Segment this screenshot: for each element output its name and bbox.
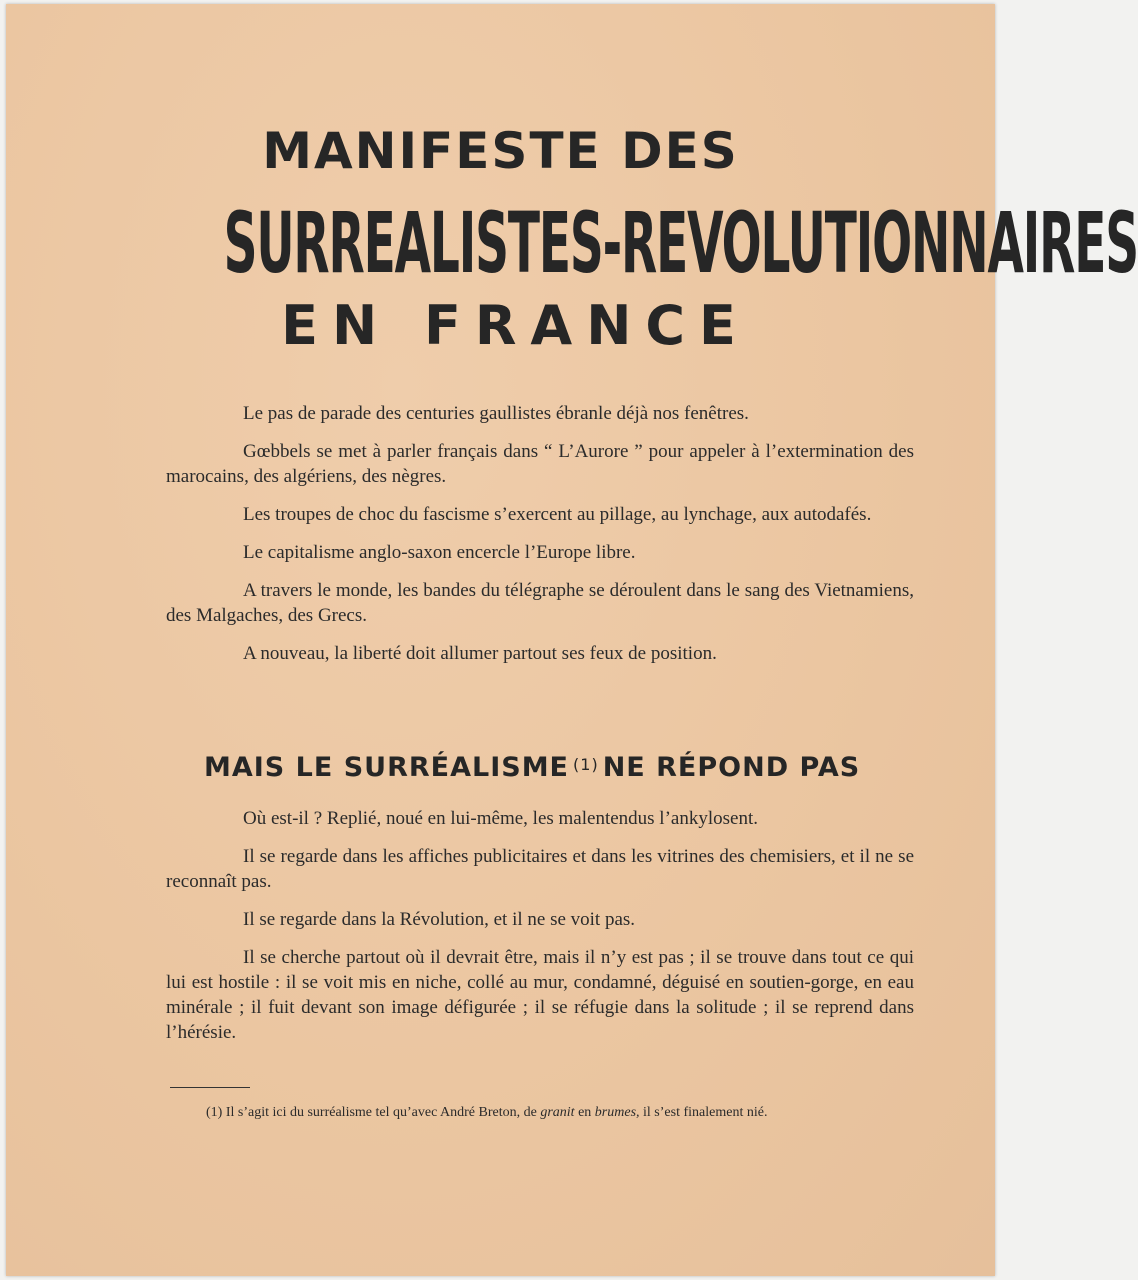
section-heading: [204, 752, 860, 783]
footnote-italic: granit: [540, 1105, 575, 1120]
footnote-text: il s’est finalement nié.: [639, 1105, 768, 1120]
footnote-reference: (1): [573, 755, 599, 774]
footnote-text: en: [574, 1105, 595, 1120]
footnote-text: (1) Il s’agit ici du surréalisme tel qu’avec André Breton, de: [206, 1105, 541, 1120]
intro-paragraph: A nouveau, la liberté doit allumer partout ses feux de position.: [243, 643, 717, 664]
footnote: [166, 1104, 914, 1121]
manifesto-page: [6, 4, 1138, 1276]
title-line-3: EN FRANCE: [281, 294, 750, 357]
main-section: [166, 806, 914, 1058]
section-paragraph: Où est-il ? Replié, noué en lui-même, les malentendus l’ankylosent.: [243, 808, 758, 829]
section-heading-text: MAIS LE SURRÉALISME: [204, 752, 570, 783]
section-heading-text: NE RÉPOND PAS: [602, 752, 861, 783]
footnote-divider: [170, 1087, 250, 1088]
section-paragraph: Il se regarde dans la Révolution, et il ne se voit pas.: [243, 909, 636, 930]
footnote-italic: brumes,: [594, 1105, 640, 1120]
section-paragraph: Il se regarde dans les affiches publicitaires et dans les vitrines des chemisiers, et il ne se reconnaît pas.: [166, 846, 914, 892]
intro-paragraph: A travers le monde, les bandes du télégraphe se déroulent dans le sang des Vietnamiens, des Malgaches, des Grecs.: [166, 580, 914, 626]
title-line-2: SURREALISTES-REVOLUTIONNAIRES: [223, 194, 1138, 292]
title-line-1: MANIFESTE DES: [262, 122, 739, 180]
intro-paragraph: Gœbbels se met à parler français dans “ L’Aurore ” pour appeler à l’extermination des marocains, des algériens, des nègres.: [166, 441, 914, 487]
intro-paragraph: Le pas de parade des centuries gaullistes ébranle déjà nos fenêtres.: [243, 403, 749, 424]
intro-paragraph: Le capitalisme anglo-saxon encercle l’Europe libre.: [243, 542, 636, 563]
section-paragraph: Il se cherche partout où il devrait être, mais il n’y est pas ; il se trouve dans tout ce qui lui est hostile : il se voit mis en niche, collé au mur, condamné, déguisé en soutien-gorge, en eau minérale ; il fuit devant son image défigurée ; il se réfugie dans la solitude ; il se reprend dans l’hérésie.: [166, 947, 914, 1043]
intro-section: [166, 401, 914, 679]
intro-paragraph: Les troupes de choc du fascisme s’exercent au pillage, au lynchage, aux autodafés.: [243, 504, 872, 525]
